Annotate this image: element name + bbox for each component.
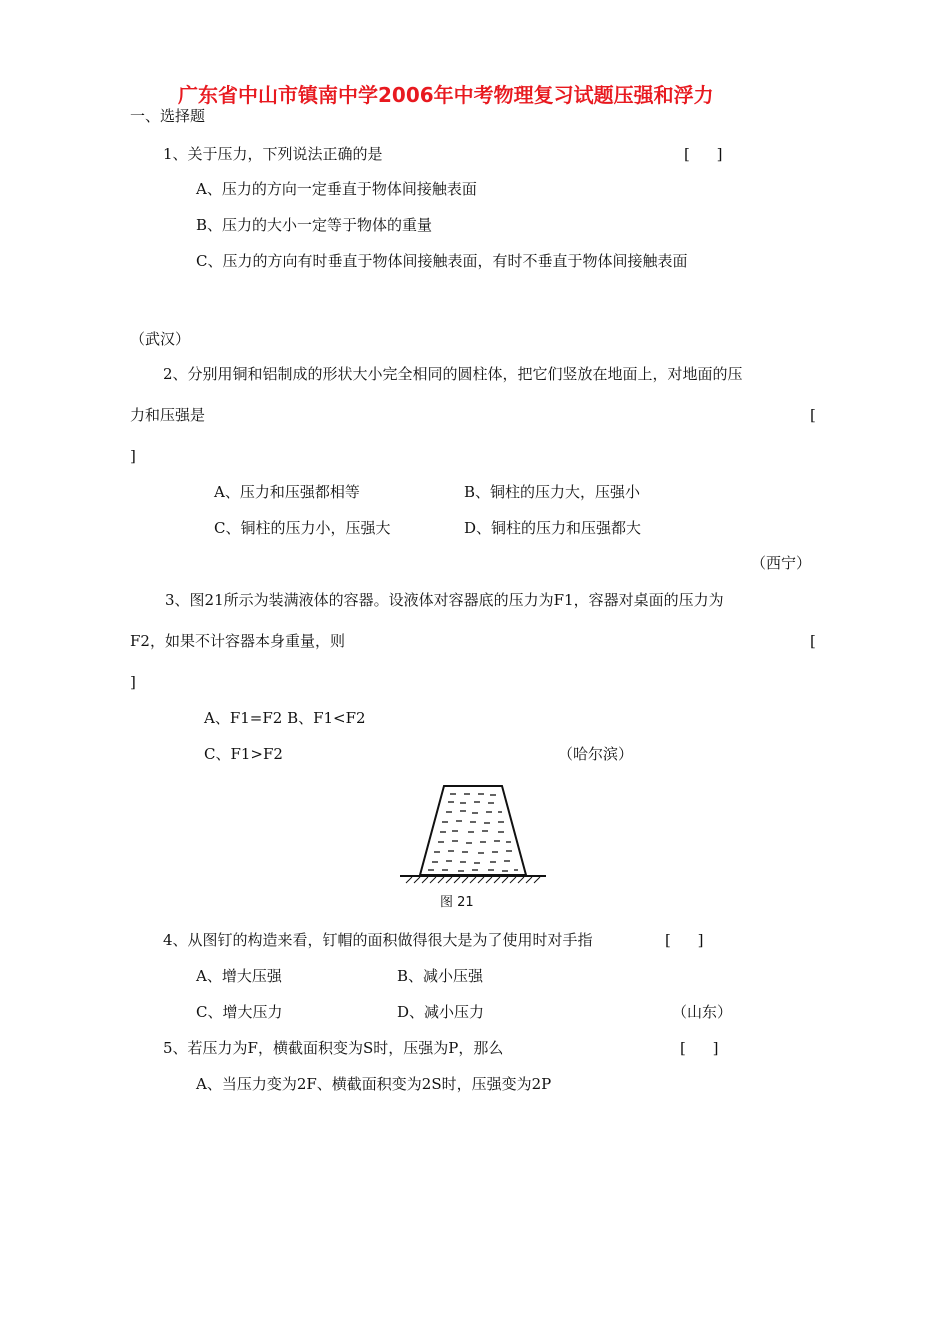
q4-stem: 4、从图钉的构造来看，钉帽的面积做得很大是为了使用时对手指: [163, 931, 593, 949]
q5-option-a: A、当压力变为2F、横截面积变为2S时，压强变为2P: [196, 1075, 552, 1093]
liquid-dashes: [428, 794, 518, 871]
q1-option-b: B、压力的大小一定等于物体的重量: [196, 216, 433, 234]
q1-option-c: C、压力的方向有时垂直于物体间接触表面，有时不垂直于物体间接触表面: [196, 252, 688, 270]
page-title: 广东省中山市镇南中学2006年中考物理复习试题压强和浮力: [178, 83, 714, 107]
q2-stem-line1: 2、分别用铜和铝制成的形状大小完全相同的圆柱体，把它们竖放在地面上，对地面的压: [163, 365, 743, 383]
q3-options-ab: A、F1=F2 B、F1<F2: [204, 709, 366, 727]
section-heading: 一、选择题: [130, 107, 206, 125]
q1-answer-bracket: [ ]: [684, 145, 723, 163]
q2-option-c: C、铜柱的压力小，压强大: [214, 519, 391, 537]
q5-stem: 5、若压力为F，横截面积变为S时，压强为P，那么: [163, 1039, 504, 1057]
q3-stem-line2: F2，如果不计容器本身重量，则: [130, 632, 345, 650]
q3-stem-line1: 3、图21所示为装满液体的容器。设液体对容器底的压力为F1，容器对桌面的压力为: [165, 591, 724, 609]
q4-option-a: A、增大压强: [196, 967, 282, 985]
q2-bracket-close: ]: [130, 447, 136, 465]
q4-option-b: B、减小压强: [397, 967, 484, 985]
figure-caption: 图 21: [440, 895, 474, 910]
q4-source: （山东）: [672, 1003, 733, 1021]
figure-21-container-diagram: [398, 782, 548, 912]
q2-option-b: B、铜柱的压力大，压强小: [464, 483, 641, 501]
q2-source: （西宁）: [751, 554, 812, 572]
q3-bracket-close: ]: [130, 673, 136, 691]
q2-bracket-open: [: [810, 406, 816, 424]
q3-option-c: C、F1>F2: [204, 745, 283, 763]
q3-bracket-open: [: [810, 632, 816, 650]
q3-source: （哈尔滨）: [558, 745, 634, 763]
q1-option-a: A、压力的方向一定垂直于物体间接触表面: [196, 180, 477, 198]
q4-answer-bracket: [ ]: [665, 931, 704, 949]
q2-option-a: A、压力和压强都相等: [214, 483, 360, 501]
q1-source: （武汉）: [130, 330, 191, 348]
q2-stem-line2: 力和压强是: [130, 406, 206, 424]
q2-option-d: D、铜柱的压力和压强都大: [464, 519, 642, 537]
q4-option-c: C、增大压力: [196, 1003, 283, 1021]
q5-answer-bracket: [ ]: [680, 1039, 719, 1057]
q1-stem: 1、关于压力，下列说法正确的是: [163, 145, 383, 163]
q4-option-d: D、减小压力: [397, 1003, 485, 1021]
ground-hatching: [406, 877, 540, 883]
